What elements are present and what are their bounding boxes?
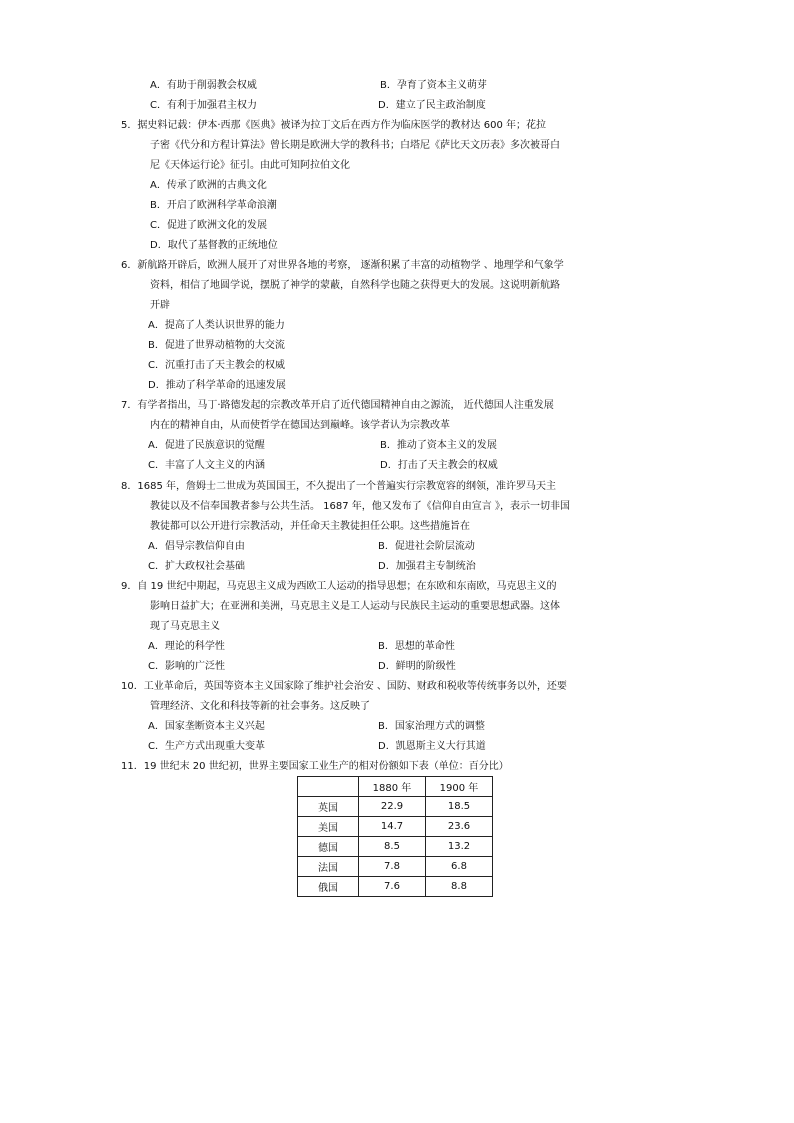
- q7-option-b: B．推动了资本主义的发展: [380, 440, 497, 451]
- q10-stem-line-2: 管理经济、文化和科技等新的社会事务。这反映了: [150, 701, 370, 712]
- q4-option-d: D．建立了民主政治制度: [378, 100, 486, 111]
- q7-stem-line-1: 7．有学者指出，马丁·路德发起的宗教改革开启了近代德国精神自由之源流， 近代德国人注重发展: [121, 400, 554, 411]
- table-header-row: [298, 777, 493, 797]
- table-cell-value: 18.5: [426, 797, 493, 817]
- q9-stem-line-3: 现了马克思主义: [150, 621, 220, 632]
- table-cell-value: 8.8: [426, 877, 493, 897]
- q6-stem-line-2: 资料，相信了地圆学说，摆脱了神学的蒙蔽，自然科学也随之获得更大的发展。这说明新航路: [150, 280, 560, 291]
- q8-stem-line-2: 教徒以及不信奉国教者参与公共生活。 1687 年，他又发布了《信仰自由宣言 》，表示一切非国: [150, 501, 570, 512]
- table-row: [298, 797, 493, 817]
- q5-stem-line-1: 5．据史料记载：伊本·西那《医典》被译为拉丁文后在西方作为临床医学的教材达 600 年；花拉: [121, 120, 546, 131]
- q4-option-a: A．有助于削弱教会权威: [150, 80, 257, 91]
- q7-stem-line-2: 内在的精神自由，从而使哲学在德国达到巅峰。该学者认为宗教改革: [150, 420, 450, 431]
- q5-option-b: B．开启了欧洲科学革命浪潮: [150, 200, 277, 211]
- q11-stem-line-1: 11．19 世纪末 20 世纪初，世界主要国家工业生产的相对份额如下表（单位：百分比）: [121, 761, 509, 772]
- q9-stem-line-2: 影响日益扩大；在亚洲和美洲，马克思主义是工人运动与民族民主运动的重要思想武器。这体: [150, 601, 560, 612]
- q10-option-d: D．凯恩斯主义大行其道: [378, 741, 486, 752]
- q5-stem-line-3: 尼《天体运行论》征引。由此可知阿拉伯文化: [150, 160, 350, 171]
- table-cell-value: 7.8: [359, 857, 426, 877]
- q10-option-a: A．国家垄断资本主义兴起: [148, 721, 265, 732]
- q6-stem-line-3: 开辟: [150, 300, 170, 311]
- table-cell-value: 14.7: [359, 817, 426, 837]
- table-row: [298, 857, 493, 877]
- q6-option-c: C．沉重打击了天主教会的权威: [148, 360, 285, 371]
- table-cell-country: 美国: [298, 817, 359, 837]
- q7-option-a: A．促进了民族意识的觉醒: [148, 440, 265, 451]
- q7-option-d: D．打击了天主教会的权威: [380, 460, 498, 471]
- q10-stem-line-1: 10．工业革命后，英国等资本主义国家除了维护社会治安 、国防、财政和税收等传统事务以外，还要: [121, 681, 567, 692]
- q9-stem-line-1: 9．自 19 世纪中期起，马克思主义成为西欧工人运动的指导思想；在东欧和东南欧，马克思主义的: [121, 581, 557, 592]
- q9-option-d: D．鲜明的阶级性: [378, 661, 456, 672]
- q5-option-a: A．传承了欧洲的古典文化: [150, 180, 267, 191]
- q6-stem-line-1: 6．新航路开辟后，欧洲人展开了对世界各地的考察， 逐渐积累了丰富的动植物学 、地理学和气象学: [121, 260, 564, 271]
- q8-stem-line-3: 教徒都可以公开进行宗教活动，并任命天主教徒担任公职。这些措施旨在: [150, 521, 470, 532]
- table-cell-country: 俄国: [298, 877, 359, 897]
- q5-option-d: D．取代了基督教的正统地位: [150, 240, 278, 251]
- q6-option-d: D．推动了科学革命的迅速发展: [148, 380, 286, 391]
- table-cell-country: 德国: [298, 837, 359, 857]
- q7-option-c: C．丰富了人文主义的内涵: [148, 460, 265, 471]
- table-row: [298, 837, 493, 857]
- table-cell-value: 7.6: [359, 877, 426, 897]
- q8-option-b: B．促进社会阶层流动: [378, 541, 475, 552]
- q9-option-b: B．思想的革命性: [378, 641, 455, 652]
- table-row: [298, 877, 493, 897]
- table-row: [298, 817, 493, 837]
- table-cell-value: 23.6: [426, 817, 493, 837]
- q9-option-c: C．影响的广泛性: [148, 661, 225, 672]
- table-cell-value: 8.5: [359, 837, 426, 857]
- q10-option-b: B．国家治理方式的调整: [378, 721, 485, 732]
- table-header-cell: 1880 年: [359, 777, 426, 797]
- table-cell-value: 13.2: [426, 837, 493, 857]
- q4-option-c: C．有利于加强君主权力: [150, 100, 257, 111]
- q8-stem-line-1: 8．1685 年，詹姆士二世成为英国国王，不久提出了一个普遍实行宗教宽容的纲领，准许罗马天主: [121, 481, 556, 492]
- q5-stem-line-2: 子密《代分和方程计算法》曾长期是欧洲大学的教科书；白塔尼《萨比天文历表》多次被哥白: [150, 140, 560, 151]
- q8-option-d: D．加强君主专制统治: [378, 561, 476, 572]
- q5-option-c: C．促进了欧洲文化的发展: [150, 220, 267, 231]
- q9-option-a: A．理论的科学性: [148, 641, 225, 652]
- industrial-share-table: [297, 776, 493, 897]
- table-cell-country: 英国: [298, 797, 359, 817]
- q6-option-a: A．提高了人类认识世界的能力: [148, 320, 285, 331]
- table-cell-country: 法国: [298, 857, 359, 877]
- q8-option-c: C．扩大政权社会基础: [148, 561, 245, 572]
- q4-option-b: B．孕育了资本主义萌芽: [380, 80, 487, 91]
- q10-option-c: C．生产方式出现重大变革: [148, 741, 265, 752]
- table-cell-value: 6.8: [426, 857, 493, 877]
- table-header-cell: [298, 777, 359, 797]
- table-header-cell: 1900 年: [426, 777, 493, 797]
- q8-option-a: A．倡导宗教信仰自由: [148, 541, 245, 552]
- table-cell-value: 22.9: [359, 797, 426, 817]
- q6-option-b: B．促进了世界动植物的大交流: [148, 340, 285, 351]
